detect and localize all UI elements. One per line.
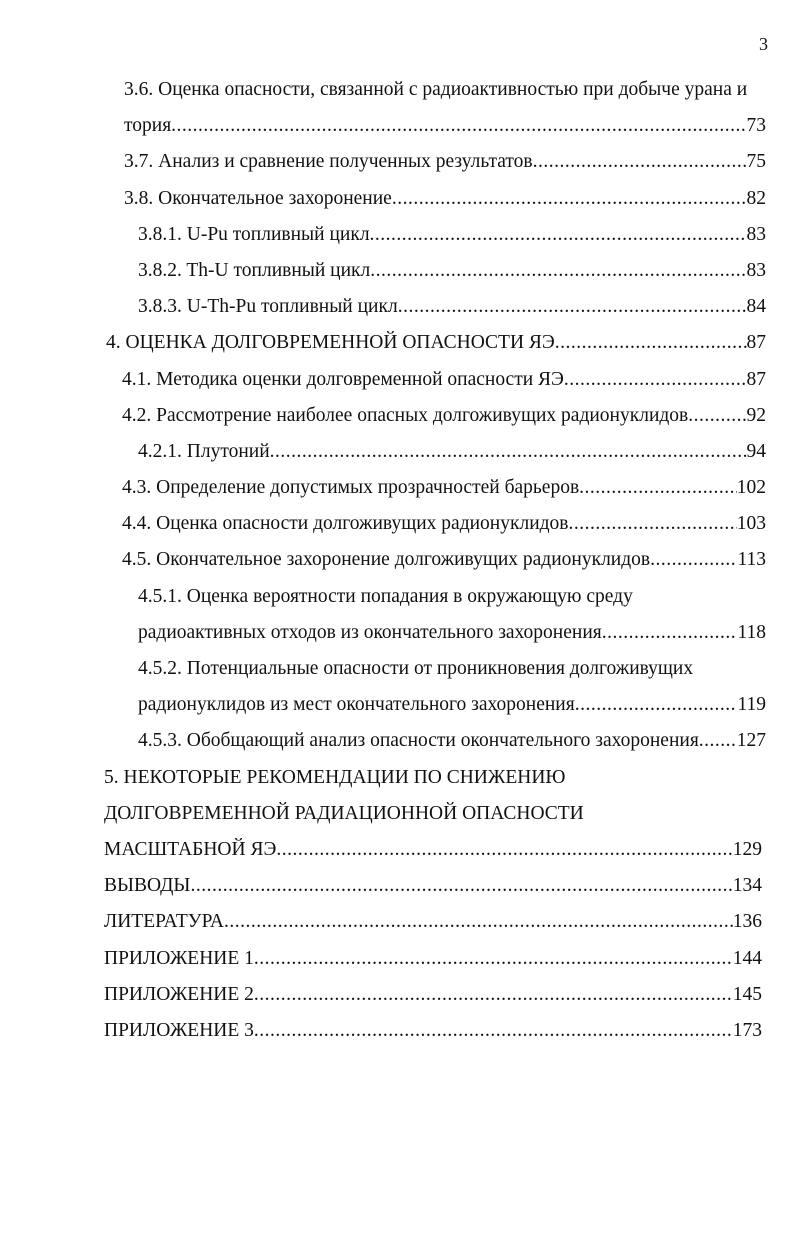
dot-leader xyxy=(564,362,747,398)
toc-entry-page: 145 xyxy=(732,983,762,1005)
dot-leader xyxy=(398,289,747,325)
toc-entry-4-5-2-line2[interactable] xyxy=(0,687,798,723)
toc-entry-3-8[interactable] xyxy=(0,181,798,217)
toc-entry-page: 118 xyxy=(737,621,766,643)
toc-entry-page: 102 xyxy=(736,477,766,499)
dot-leader xyxy=(224,904,733,940)
toc-entry-text: ЛИТЕРАТУРА xyxy=(104,911,224,933)
toc-entry-text: 4.1. Методика оценки долговременной опасности ЯЭ xyxy=(122,368,564,390)
toc-entry-4[interactable] xyxy=(0,325,798,361)
toc-entry-page: 103 xyxy=(736,513,766,535)
toc-entry-4-5-1-line1 xyxy=(0,579,798,615)
toc-entry-page: 134 xyxy=(732,875,762,897)
toc-entry-conclusions[interactable] xyxy=(0,868,798,904)
toc-entry-appendix-1[interactable] xyxy=(0,941,798,977)
toc-entry-page: 87 xyxy=(746,368,766,390)
toc-entry-3-8-3[interactable] xyxy=(0,289,798,325)
toc-entry-page: 84 xyxy=(746,296,766,318)
toc-entry-page: 113 xyxy=(737,549,766,571)
toc-entry-page: 94 xyxy=(746,440,766,462)
dot-leader xyxy=(699,723,737,759)
toc-entry-appendix-2[interactable] xyxy=(0,977,798,1013)
toc-entry-text: 3.8. Окончательное захоронение xyxy=(124,187,392,209)
toc-entry-4-1[interactable] xyxy=(0,362,798,398)
dot-leader xyxy=(370,217,747,253)
toc-entry-3-8-2[interactable] xyxy=(0,253,798,289)
dot-leader xyxy=(579,470,737,506)
toc-entry-4-2[interactable] xyxy=(0,398,798,434)
toc-entry-page: 82 xyxy=(746,187,766,209)
dot-leader xyxy=(276,832,732,868)
toc-entry-3-6-line2[interactable] xyxy=(0,108,798,144)
toc-entry-text: 4.2. Рассмотрение наиболее опасных долгоживущих радионуклидов xyxy=(122,404,689,426)
toc-entry-text: тория xyxy=(124,115,172,137)
dot-leader xyxy=(270,434,747,470)
toc-entry-text: МАСШТАБНОЙ ЯЭ xyxy=(104,838,277,860)
dot-leader xyxy=(254,977,733,1013)
toc-entry-page: 73 xyxy=(746,115,766,137)
toc-entry-text: 4.5.2. Потенциальные опасности от проникновения долгоживущих xyxy=(138,658,694,679)
toc-entry-page: 83 xyxy=(746,223,766,245)
toc-entry-page: 129 xyxy=(732,838,762,860)
toc-entry-literature[interactable] xyxy=(0,904,798,940)
toc-entry-4-5-3[interactable] xyxy=(0,723,798,759)
toc-entry-text: 4. ОЦЕНКА ДОЛГОВРЕМЕННОЙ ОПАСНОСТИ ЯЭ xyxy=(106,332,555,354)
toc-entry-5-line3[interactable] xyxy=(0,832,798,868)
toc-entry-text: 4.4. Оценка опасности долгоживущих радионуклидов xyxy=(122,513,569,535)
toc-entry-text: 3.8.1. U-Pu топливный цикл xyxy=(138,223,370,245)
toc-entry-text: 4.2.1. Плутоний xyxy=(138,440,270,462)
toc-entry-5-line2 xyxy=(0,796,798,832)
dot-leader xyxy=(602,615,738,651)
dot-leader xyxy=(190,868,732,904)
toc-entry-4-5[interactable] xyxy=(0,542,798,578)
dot-leader xyxy=(392,181,747,217)
toc-entry-text: 3.6. Оценка опасности, связанной с радиоактивностью при добыче урана и xyxy=(124,79,748,100)
toc-entry-page: 92 xyxy=(746,404,766,426)
toc-entry-3-8-1[interactable] xyxy=(0,217,798,253)
page-number: 3 xyxy=(759,34,768,54)
dot-leader xyxy=(533,144,747,180)
dot-leader xyxy=(555,325,747,361)
dot-leader xyxy=(575,687,738,723)
dot-leader xyxy=(171,108,746,144)
dot-leader xyxy=(254,1013,733,1049)
toc-entry-text: 4.5.3. Обобщающий анализ опасности окончательного захоронения xyxy=(138,730,699,752)
dot-leader xyxy=(254,941,733,977)
toc-entry-text: радиоактивных отходов из окончательного захоронения xyxy=(138,621,602,643)
toc-entry-4-2-1[interactable] xyxy=(0,434,798,470)
toc-entry-text: 3.7. Анализ и сравнение полученных результатов xyxy=(124,151,533,173)
toc-entry-text: ПРИЛОЖЕНИЕ 1 xyxy=(104,947,254,969)
toc-entry-3-7[interactable] xyxy=(0,144,798,180)
dot-leader xyxy=(650,542,737,578)
toc-entry-page: 87 xyxy=(746,332,766,354)
toc-entry-page: 119 xyxy=(737,694,766,716)
toc-entry-text: 4.5.1. Оценка вероятности попадания в окружающую среду xyxy=(138,585,633,607)
toc-entry-4-5-1-line2[interactable] xyxy=(0,615,798,651)
toc-entry-page: 127 xyxy=(736,730,766,752)
toc-entry-page: 75 xyxy=(746,151,766,173)
dot-leader xyxy=(569,506,737,542)
toc-entry-text: ПРИЛОЖЕНИЕ 2 xyxy=(104,983,254,1005)
toc-entry-text: 3.8.3. U-Th-Pu топливный цикл xyxy=(138,296,398,318)
toc-entry-page: 136 xyxy=(732,911,762,933)
toc-entry-page: 83 xyxy=(746,259,766,281)
toc-entry-4-4[interactable] xyxy=(0,506,798,542)
toc-entry-page: 173 xyxy=(732,1019,762,1041)
toc-entry-text: 4.3. Определение допустимых прозрачностей барьеров xyxy=(122,477,580,499)
dot-leader xyxy=(688,398,746,434)
dot-leader xyxy=(370,253,746,289)
toc-entry-text: 3.8.2. Th-U топливный цикл xyxy=(138,259,371,281)
toc-entry-5-line1 xyxy=(0,760,798,796)
toc-entry-3-6-line1 xyxy=(0,72,798,108)
toc-entry-4-5-2-line1 xyxy=(0,651,798,687)
toc-entry-page: 144 xyxy=(732,947,762,969)
toc-entry-text: ВЫВОДЫ xyxy=(104,875,191,897)
toc-entry-4-3[interactable] xyxy=(0,470,798,506)
toc-entry-text: 5. НЕКОТОРЫЕ РЕКОМЕНДАЦИИ ПО СНИЖЕНИЮ xyxy=(104,766,566,788)
toc-entry-appendix-3[interactable] xyxy=(0,1013,798,1049)
table-of-contents xyxy=(0,72,798,1049)
toc-entry-text: радионуклидов из мест окончательного захоронения xyxy=(138,694,575,716)
toc-entry-text: 4.5. Окончательное захоронение долгоживущих радионуклидов xyxy=(122,549,651,571)
toc-entry-text: ПРИЛОЖЕНИЕ 3 xyxy=(104,1019,254,1041)
toc-entry-text: ДОЛГОВРЕМЕННОЙ РАДИАЦИОННОЙ ОПАСНОСТИ xyxy=(104,802,584,824)
